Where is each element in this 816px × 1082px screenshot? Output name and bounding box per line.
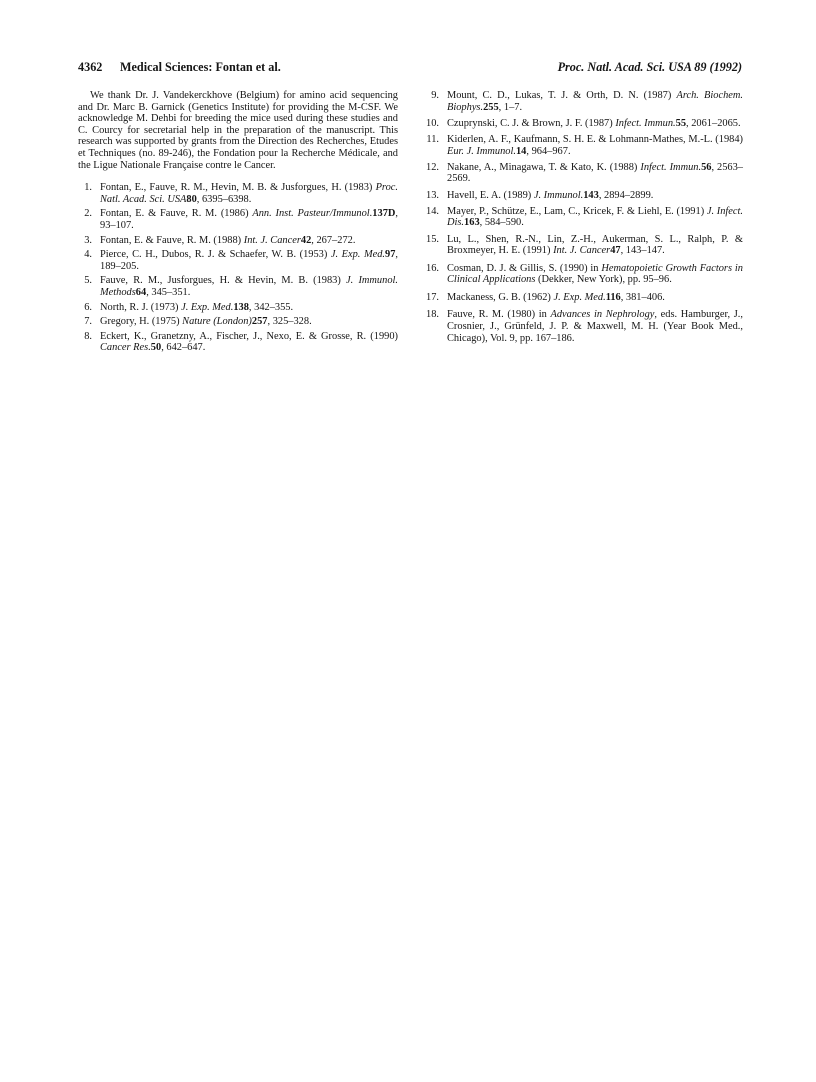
reference-journal: Advances in Nephrology <box>550 309 655 321</box>
left-column <box>78 90 398 357</box>
reference-volume: 116 <box>605 291 621 303</box>
reference-item <box>425 190 743 202</box>
reference-journal: J. Immunol. <box>533 189 584 201</box>
reference-authors: Lu, L., Shen, R.-N., Lin, Z.-H., Aukerman, S. L., Ralph, P. & Broxmeyer, H. E. (1991) <box>447 233 743 257</box>
reference-item <box>78 208 398 231</box>
reference-item <box>425 162 743 185</box>
reference-authors: Mount, C. D., Lukas, T. J. & Orth, D. N. (1987) <box>447 90 677 101</box>
reference-volume: 80 <box>186 193 197 205</box>
reference-journal: Ann. Inst. Pasteur/Immunol. <box>252 208 373 220</box>
reference-volume: 137D <box>372 208 396 220</box>
reference-journal: Hematopoietic Growth Factors in Clinical Applications <box>447 262 743 286</box>
reference-journal: Infect. Immun. <box>640 161 702 173</box>
reference-journal: Cancer Res. <box>100 342 151 354</box>
reference-item <box>78 302 398 314</box>
reference-authors: Czuprynski, C. J. & Brown, J. F. (1987) <box>447 117 616 129</box>
reference-number: 4. <box>84 249 92 261</box>
reference-pages: , 6395–6398. <box>196 193 252 205</box>
reference-number: 2. <box>84 208 92 220</box>
reference-item <box>78 316 398 328</box>
reference-journal: Nature (London) <box>182 316 252 328</box>
reference-volume: 50 <box>150 342 162 354</box>
reference-item <box>425 134 743 157</box>
reference-pages: , 584–590. <box>479 217 524 229</box>
reference-pages: , 189–205. <box>100 249 399 272</box>
reference-pages: , 342–355. <box>248 301 294 313</box>
reference-journal: Int. J. Cancer <box>243 234 301 246</box>
reference-number: 13. <box>426 189 439 201</box>
reference-number: 17. <box>426 291 439 303</box>
reference-authors: Fontan, E. & Fauve, R. M. (1988) <box>100 234 244 246</box>
reference-authors: Nakane, A., Minagawa, T. & Kato, K. (1988) <box>447 161 641 173</box>
reference-number: 18. <box>426 309 439 321</box>
right-column <box>425 90 743 349</box>
reference-number: 8. <box>84 330 92 342</box>
reference-volume: 56 <box>701 161 712 173</box>
reference-item <box>425 206 743 229</box>
reference-authors: Mayer, P., Schütze, E., Lam, C., Kricek, F. & Liehl, E. (1991) <box>447 205 707 217</box>
reference-number: 7. <box>84 316 92 328</box>
reference-journal: J. Exp. Med. <box>330 249 386 261</box>
reference-volume: 255 <box>483 101 499 113</box>
reference-journal: J. Exp. Med. <box>553 291 606 303</box>
reference-journal: Int. J. Cancer <box>553 245 611 257</box>
reference-item <box>425 292 743 304</box>
reference-authors: Gregory, H. (1975) <box>100 316 183 328</box>
reference-pages: , 345–351. <box>146 286 191 298</box>
section-title: Medical Sciences: Fontan et al. <box>120 60 281 74</box>
reference-pages: , 381–406. <box>620 291 665 303</box>
reference-pages: , 642–647. <box>161 342 206 354</box>
reference-volume: 163 <box>464 217 480 229</box>
reference-pages: , 2563–2569. <box>447 161 744 185</box>
reference-list-left <box>78 182 398 354</box>
journal-citation: Proc. Natl. Acad. Sci. USA 89 (1992) <box>557 60 742 74</box>
reference-number: 12. <box>426 161 439 173</box>
reference-journal: J. Exp. Med. <box>181 301 234 313</box>
reference-number: 6. <box>84 301 92 313</box>
reference-authors: Cosman, D. J. & Gillis, S. (1990) in <box>447 262 602 274</box>
reference-volume: 97 <box>385 249 396 261</box>
reference-item <box>78 275 398 298</box>
reference-volume: 64 <box>135 286 147 298</box>
acknowledgment: We thank Dr. J. Vandekerckhove (Belgium) for amino acid sequencing and Dr. Marc B. Garnick (Genetics Institute) for providing the M-CSF. We acknowledge M. Dehbi for breeding the mice used during these studies and C. Courcy for secretarial help in the preparation of the manuscript. This research was supported by grants from the Direction des Recherches, Etudes et Techniques (no. 89-246), the Fondation pour la Recherche Médicale, and the Ligue Nationale Française contre le Cancer. <box>78 90 398 171</box>
reference-item <box>425 118 743 130</box>
reference-item <box>78 249 398 272</box>
reference-journal: Infect. Immun. <box>615 117 676 129</box>
reference-authors: Havell, E. A. (1989) <box>447 189 534 201</box>
reference-pages: (Dekker, New York), pp. 95–96. <box>535 274 672 286</box>
reference-item <box>78 331 398 354</box>
reference-journal: Eur. J. Immunol. <box>447 145 516 157</box>
reference-pages: , 143–147. <box>620 245 665 257</box>
reference-volume: 14 <box>515 145 527 157</box>
reference-volume: 257 <box>251 316 268 328</box>
reference-list-right <box>425 90 743 344</box>
reference-authors: Kiderlen, A. F., Kaufmann, S. H. E. & Lohmann-Mathes, M.-L. (1984) <box>447 133 743 145</box>
reference-journal: Arch. Biochem. Biophys. <box>447 90 743 113</box>
reference-number: 10. <box>426 117 439 129</box>
reference-number: 11. <box>426 133 439 145</box>
reference-volume: 42 <box>300 234 312 246</box>
reference-item <box>425 234 743 257</box>
reference-item <box>425 309 743 344</box>
reference-authors: North, R. J. (1973) <box>100 301 182 313</box>
reference-volume: 143 <box>583 189 599 201</box>
reference-authors: Fauve, R. M. (1980) in <box>447 309 551 321</box>
reference-item <box>425 263 743 286</box>
reference-authors: Mackaness, G. B. (1962) <box>447 291 554 303</box>
reference-volume: 138 <box>233 301 249 313</box>
reference-pages: , 267–272. <box>311 234 356 246</box>
running-header <box>78 60 742 76</box>
reference-pages: , 93–107. <box>100 208 398 231</box>
reference-number: 5. <box>84 275 92 287</box>
page-number: 4362 <box>78 60 103 74</box>
reference-pages: , 2061–2065. <box>686 117 741 129</box>
reference-number: 15. <box>426 233 439 245</box>
reference-volume: 55 <box>675 117 687 129</box>
reference-number: 3. <box>84 234 92 246</box>
reference-pages: , 2894–2899. <box>598 189 654 201</box>
reference-volume: 47 <box>610 245 621 257</box>
reference-item <box>78 182 398 205</box>
reference-pages: , 964–967. <box>526 145 571 157</box>
reference-number: 16. <box>426 262 439 274</box>
reference-item <box>78 235 398 247</box>
reference-item <box>425 90 743 113</box>
reference-authors: Fontan, E., Fauve, R. M., Hevin, M. B. & Jusforgues, H. (1983) <box>100 182 376 194</box>
reference-pages: , 1–7. <box>498 101 523 113</box>
reference-number: 9. <box>431 90 439 101</box>
reference-number: 1. <box>84 182 92 194</box>
reference-journal: Proc. Natl. Acad. Sci. USA <box>100 182 398 205</box>
reference-journal: J. Infect. Dis. <box>447 205 743 229</box>
reference-journal: J. Immunol. Methods <box>100 275 398 298</box>
reference-number: 14. <box>426 205 439 217</box>
reference-pages: , 325–328. <box>267 316 312 328</box>
reference-authors: Fontan, E. & Fauve, R. M. (1986) <box>100 208 253 220</box>
reference-authors: Eckert, K., Granetzny, A., Fischer, J., Nexo, E. & Grosse, R. (1990) <box>100 330 398 342</box>
reference-authors: Pierce, C. H., Dubos, R. J. & Schaefer, W. B. (1953) <box>100 249 331 261</box>
reference-pages: , eds. Hamburger, J., Crosnier, J., Grünfeld, J. P. & Maxwell, M. H. (Year Book Med., Chicago), Vol. 9, pp. 167–186. <box>447 309 743 344</box>
reference-authors: Fauve, R. M., Jusforgues, H. & Hevin, M. B. (1983) <box>100 275 347 287</box>
